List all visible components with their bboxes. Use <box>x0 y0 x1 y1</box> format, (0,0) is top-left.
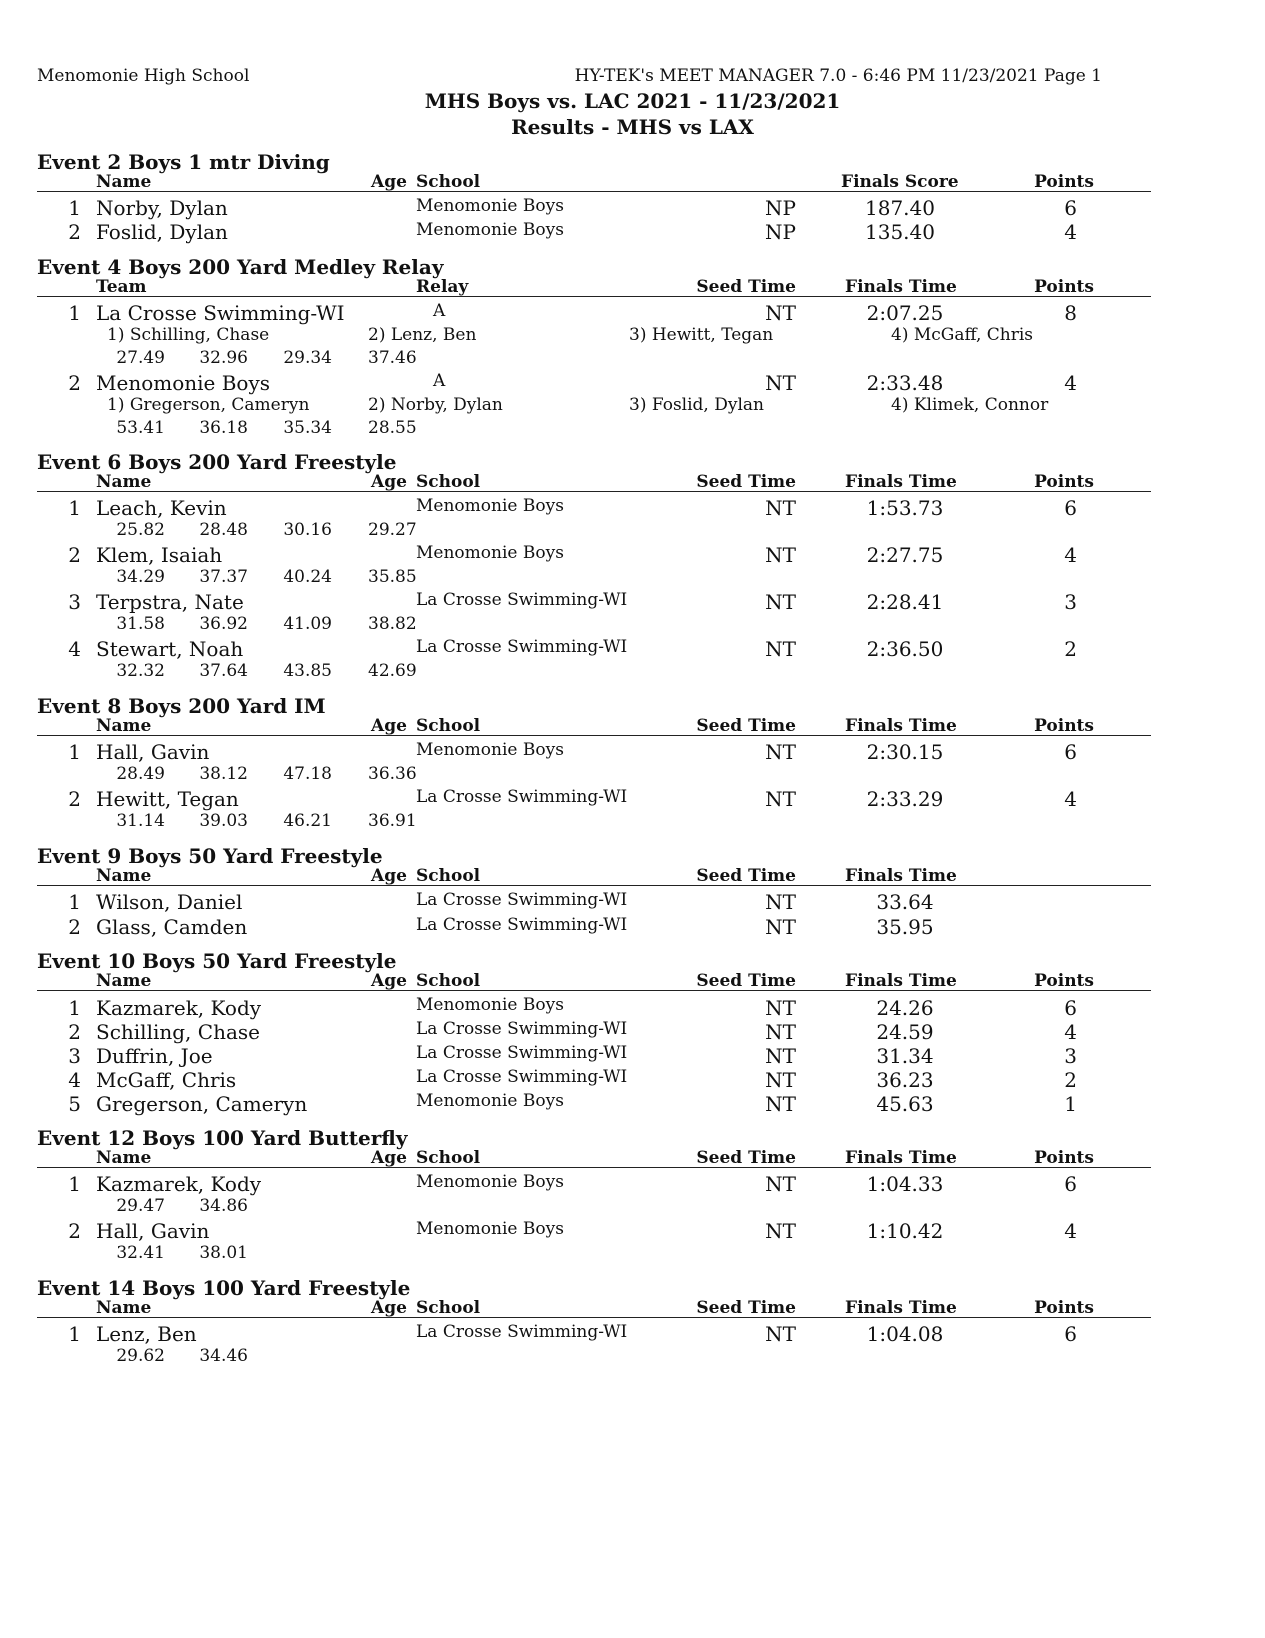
swimmer-name: Norby, Dylan <box>96 196 228 220</box>
points: 2 <box>1064 1068 1077 1092</box>
split-time: 32.41 <box>116 1243 165 1263</box>
finals-score: 187.40 <box>865 196 935 220</box>
col-name: Name <box>96 1298 152 1318</box>
finals-time: 2:27.75 <box>866 543 944 567</box>
split-time: 38.82 <box>368 614 417 634</box>
col-age: Age <box>371 1148 407 1168</box>
relay-swimmer: 2) Norby, Dylan <box>368 395 503 415</box>
col-age: Age <box>371 866 407 886</box>
event-title: Event 4 Boys 200 Yard Medley Relay <box>37 255 444 279</box>
points: 4 <box>1064 220 1077 244</box>
seed-time: NT <box>765 637 796 661</box>
col-finals-time: Finals Time <box>845 971 957 991</box>
results-title: Results - MHS vs LAX <box>511 115 754 139</box>
col-name: Name <box>96 866 152 886</box>
finals-time: 1:04.33 <box>866 1172 944 1196</box>
finals-time: 31.34 <box>876 1044 934 1068</box>
col-finals-time: Finals Time <box>845 1148 957 1168</box>
finals-time: 36.23 <box>876 1068 934 1092</box>
finals-time: 2:07.25 <box>866 301 944 325</box>
split-time: 34.46 <box>199 1346 248 1366</box>
place: 5 <box>68 1092 81 1116</box>
seed-time: NT <box>765 543 796 567</box>
split-time: 37.46 <box>368 348 417 368</box>
col-seed-time: Seed Time <box>696 1298 796 1318</box>
place: 3 <box>68 1044 81 1068</box>
col-seed-time: Seed Time <box>696 472 796 492</box>
place: 1 <box>68 1172 81 1196</box>
place: 1 <box>68 890 81 914</box>
school: Menomonie Boys <box>416 496 564 516</box>
swimmer-name: Kazmarek, Kody <box>96 1172 262 1196</box>
split-time: 38.12 <box>199 764 248 784</box>
swimmer-name: Wilson, Daniel <box>96 890 243 914</box>
school: La Crosse Swimming-WI <box>416 787 628 807</box>
split-time: 29.34 <box>283 348 332 368</box>
place: 1 <box>68 301 81 325</box>
seed-time: NT <box>765 890 796 914</box>
points: 4 <box>1064 1020 1077 1044</box>
relay-letter: A <box>433 301 446 321</box>
col-name: Name <box>96 1148 152 1168</box>
col-school: School <box>416 1298 481 1318</box>
col-points: Points <box>1034 971 1094 991</box>
points: 1 <box>1064 1092 1077 1116</box>
seed-time: NT <box>765 590 796 614</box>
swimmer-name: Hall, Gavin <box>96 1219 210 1243</box>
swimmer-name: McGaff, Chris <box>96 1068 237 1092</box>
col-points: Points <box>1034 1298 1094 1318</box>
split-time: 35.34 <box>283 418 332 438</box>
finals-time: 1:53.73 <box>866 496 944 520</box>
swimmer-name: Hewitt, Tegan <box>96 787 239 811</box>
school: Menomonie Boys <box>416 1172 564 1192</box>
col-school: School <box>416 172 481 192</box>
col-finals-score: Finals Score <box>841 172 959 192</box>
relay-swimmer: 3) Hewitt, Tegan <box>629 325 774 345</box>
place: 4 <box>68 1068 81 1092</box>
seed-time: NT <box>765 1092 796 1116</box>
split-time: 37.64 <box>199 661 248 681</box>
place: 2 <box>68 1219 81 1243</box>
swimmer-name: Terpstra, Nate <box>96 590 244 614</box>
col-seed-time: Seed Time <box>696 277 796 297</box>
finals-time: 2:30.15 <box>866 740 944 764</box>
split-time: 28.48 <box>199 520 248 540</box>
col-age: Age <box>371 716 407 736</box>
swimmer-name: Stewart, Noah <box>96 637 244 661</box>
finals-time: 2:33.29 <box>866 787 944 811</box>
col-points: Points <box>1034 472 1094 492</box>
points: 4 <box>1064 787 1077 811</box>
points: 3 <box>1064 1044 1077 1068</box>
col-age: Age <box>371 971 407 991</box>
divider <box>37 1167 1151 1168</box>
points: 6 <box>1064 1172 1077 1196</box>
split-time: 25.82 <box>116 520 165 540</box>
col-age: Age <box>371 472 407 492</box>
col-finals-time: Finals Time <box>845 277 957 297</box>
swimmer-name: Glass, Camden <box>96 915 248 939</box>
header-school: Menomonie High School <box>37 66 250 86</box>
place: 1 <box>68 996 81 1020</box>
school: Menomonie Boys <box>416 995 564 1015</box>
split-time: 28.49 <box>116 764 165 784</box>
split-time: 35.85 <box>368 567 417 587</box>
event-title: Event 14 Boys 100 Yard Freestyle <box>37 1276 411 1300</box>
event-title: Event 10 Boys 50 Yard Freestyle <box>37 949 397 973</box>
school: La Crosse Swimming-WI <box>416 1322 628 1342</box>
split-time: 34.86 <box>199 1196 248 1216</box>
school: La Crosse Swimming-WI <box>416 1019 628 1039</box>
col-name: Name <box>96 971 152 991</box>
event-title: Event 6 Boys 200 Yard Freestyle <box>37 450 397 474</box>
school: La Crosse Swimming-WI <box>416 590 628 610</box>
split-time: 36.36 <box>368 764 417 784</box>
split-time: 31.14 <box>116 811 165 831</box>
col-seed-time: Seed Time <box>696 716 796 736</box>
school: Menomonie Boys <box>416 543 564 563</box>
event-title: Event 2 Boys 1 mtr Diving <box>37 150 330 174</box>
finals-time: 24.26 <box>876 996 934 1020</box>
place: 4 <box>68 637 81 661</box>
swimmer-name: Lenz, Ben <box>96 1322 197 1346</box>
col-seed-time: Seed Time <box>696 866 796 886</box>
relay-swimmer: 3) Foslid, Dylan <box>629 395 764 415</box>
finals-score: 135.40 <box>865 220 935 244</box>
finals-time: 1:04.08 <box>866 1322 944 1346</box>
event-title: Event 9 Boys 50 Yard Freestyle <box>37 844 383 868</box>
points: 4 <box>1064 371 1077 395</box>
split-time: 27.49 <box>116 348 165 368</box>
place: 1 <box>68 740 81 764</box>
split-time: 39.03 <box>199 811 248 831</box>
school: La Crosse Swimming-WI <box>416 915 628 935</box>
relay-swimmer: 4) Klimek, Connor <box>891 395 1049 415</box>
col-school: School <box>416 971 481 991</box>
seed-time: NT <box>765 915 796 939</box>
place: 2 <box>68 1020 81 1044</box>
finals-time: 33.64 <box>876 890 934 914</box>
points: 6 <box>1064 196 1077 220</box>
swimmer-name: Foslid, Dylan <box>96 220 228 244</box>
header-software: HY-TEK's MEET MANAGER 7.0 - 6:46 PM 11/23/2021 Page 1 <box>574 66 1102 86</box>
col-age: Age <box>371 172 407 192</box>
seed-time: NT <box>765 1322 796 1346</box>
seed-time: NT <box>765 1044 796 1068</box>
place: 2 <box>68 787 81 811</box>
split-time: 38.01 <box>199 1243 248 1263</box>
finals-time: 45.63 <box>876 1092 934 1116</box>
seed-time: NT <box>765 787 796 811</box>
divider <box>37 735 1151 736</box>
relay-letter: A <box>433 371 446 391</box>
relay-swimmer: 1) Schilling, Chase <box>107 325 270 345</box>
split-time: 42.69 <box>368 661 417 681</box>
finals-time: 2:33.48 <box>866 371 944 395</box>
relay-swimmer: 4) McGaff, Chris <box>891 325 1034 345</box>
col-name: Name <box>96 716 152 736</box>
points: 6 <box>1064 996 1077 1020</box>
seed-time: NT <box>765 496 796 520</box>
split-time: 34.29 <box>116 567 165 587</box>
place: 1 <box>68 496 81 520</box>
relay-swimmer: 1) Gregerson, Cameryn <box>107 395 310 415</box>
col-school: School <box>416 472 481 492</box>
relay-team: Menomonie Boys <box>96 371 271 395</box>
divider <box>37 491 1151 492</box>
place: 2 <box>68 543 81 567</box>
col-points: Points <box>1034 716 1094 736</box>
swimmer-name: Hall, Gavin <box>96 740 210 764</box>
points: 6 <box>1064 496 1077 520</box>
points: 6 <box>1064 1322 1077 1346</box>
swimmer-name: Leach, Kevin <box>96 496 227 520</box>
split-time: 32.96 <box>199 348 248 368</box>
col-name: Name <box>96 172 152 192</box>
col-points: Points <box>1034 1148 1094 1168</box>
place: 2 <box>68 220 81 244</box>
school: La Crosse Swimming-WI <box>416 1067 628 1087</box>
col-seed-time: Seed Time <box>696 1148 796 1168</box>
col-name: Name <box>96 472 152 492</box>
seed-time: NT <box>765 1172 796 1196</box>
split-time: 28.55 <box>368 418 417 438</box>
meet-title: MHS Boys vs. LAC 2021 - 11/23/2021 <box>424 89 841 113</box>
points: 6 <box>1064 740 1077 764</box>
col-points: Points <box>1034 277 1094 297</box>
seed-time: NT <box>765 740 796 764</box>
col-team: Team <box>96 277 147 297</box>
points: 4 <box>1064 543 1077 567</box>
seed-time: NT <box>765 1068 796 1092</box>
split-time: 31.58 <box>116 614 165 634</box>
col-school: School <box>416 1148 481 1168</box>
school: Menomonie Boys <box>416 1219 564 1239</box>
split-time: 36.92 <box>199 614 248 634</box>
school: La Crosse Swimming-WI <box>416 637 628 657</box>
split-time: 30.16 <box>283 520 332 540</box>
school: Menomonie Boys <box>416 740 564 760</box>
seed-time: NT <box>765 1020 796 1044</box>
school: La Crosse Swimming-WI <box>416 890 628 910</box>
place: 1 <box>68 1322 81 1346</box>
finals-time: 35.95 <box>876 915 934 939</box>
divider <box>37 1317 1151 1318</box>
divider <box>37 990 1151 991</box>
finals-time: 24.59 <box>876 1020 934 1044</box>
split-time: 32.32 <box>116 661 165 681</box>
swimmer-name: Duffrin, Joe <box>96 1044 213 1068</box>
col-seed-time: Seed Time <box>696 971 796 991</box>
school: Menomonie Boys <box>416 1091 564 1111</box>
col-finals-time: Finals Time <box>845 1298 957 1318</box>
split-time: 41.09 <box>283 614 332 634</box>
split-time: 40.24 <box>283 567 332 587</box>
col-points: Points <box>1034 172 1094 192</box>
divider <box>37 296 1151 297</box>
col-finals-time: Finals Time <box>845 716 957 736</box>
seed-time: NT <box>765 301 796 325</box>
event-title: Event 12 Boys 100 Yard Butterfly <box>37 1126 408 1150</box>
col-finals-time: Finals Time <box>845 866 957 886</box>
points: 2 <box>1064 637 1077 661</box>
split-time: 29.47 <box>116 1196 165 1216</box>
split-time: 43.85 <box>283 661 332 681</box>
seed-time: NT <box>765 1219 796 1243</box>
divider <box>37 885 1151 886</box>
place: 1 <box>68 196 81 220</box>
school: Menomonie Boys <box>416 196 564 216</box>
seed-time: NP <box>765 220 796 244</box>
split-time: 29.27 <box>368 520 417 540</box>
split-time: 47.18 <box>283 764 332 784</box>
split-time: 46.21 <box>283 811 332 831</box>
seed-time: NP <box>765 196 796 220</box>
finals-time: 1:10.42 <box>866 1219 944 1243</box>
split-time: 53.41 <box>116 418 165 438</box>
place: 2 <box>68 915 81 939</box>
finals-time: 2:28.41 <box>866 590 944 614</box>
split-time: 36.91 <box>368 811 417 831</box>
points: 3 <box>1064 590 1077 614</box>
col-finals-time: Finals Time <box>845 472 957 492</box>
points: 8 <box>1064 301 1077 325</box>
split-time: 29.62 <box>116 1346 165 1366</box>
swimmer-name: Gregerson, Cameryn <box>96 1092 308 1116</box>
seed-time: NT <box>765 371 796 395</box>
school: La Crosse Swimming-WI <box>416 1043 628 1063</box>
place: 3 <box>68 590 81 614</box>
relay-swimmer: 2) Lenz, Ben <box>368 325 477 345</box>
finals-time: 2:36.50 <box>866 637 944 661</box>
col-school: School <box>416 716 481 736</box>
divider <box>37 191 1151 192</box>
school: Menomonie Boys <box>416 220 564 240</box>
relay-team: La Crosse Swimming-WI <box>96 301 345 325</box>
seed-time: NT <box>765 996 796 1020</box>
col-school: School <box>416 866 481 886</box>
swimmer-name: Kazmarek, Kody <box>96 996 262 1020</box>
place: 2 <box>68 371 81 395</box>
swimmer-name: Klem, Isaiah <box>96 543 223 567</box>
col-age: Age <box>371 1298 407 1318</box>
event-title: Event 8 Boys 200 Yard IM <box>37 694 326 718</box>
points: 4 <box>1064 1219 1077 1243</box>
split-time: 37.37 <box>199 567 248 587</box>
col-relay: Relay <box>416 277 469 297</box>
swimmer-name: Schilling, Chase <box>96 1020 260 1044</box>
split-time: 36.18 <box>199 418 248 438</box>
